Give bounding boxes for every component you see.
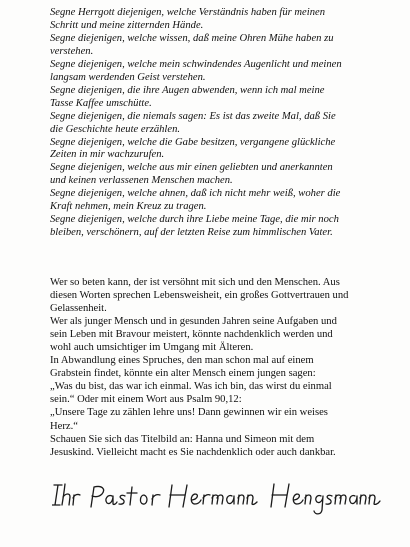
prayer-line: Schritt und meine zitternden Hände. <box>50 19 204 31</box>
body-line: In Abwandlung eines Spruches, den man schon mal auf einem <box>50 355 314 367</box>
body-line: „Was du bist, das war ich einmal. Was ich bin, das wirst du einmal <box>50 381 332 393</box>
commentary-text <box>50 276 405 459</box>
prayer-line: Segne diejenigen, welche die Gabe besitzen, vergangene glückliche <box>50 136 336 148</box>
prayer-line: Segne Herrgott diejenigen, welche Verständnis haben für meinen <box>50 7 325 18</box>
prayer-line: langsam werdenden Geist verstehen. <box>50 71 206 83</box>
prayer-line: Segne diejenigen, welche wissen, daß meine Ohren Mühe haben zu <box>50 32 334 44</box>
handwritten-signature <box>52 477 382 517</box>
prayer-line: Zeiten in mir wachzurufen. <box>50 149 165 161</box>
body-line: Gelassenheit. <box>50 303 107 315</box>
prayer-line: Segne diejenigen, die niemals sagen: Es ist das zweite Mal, daß Sie <box>50 110 336 122</box>
prayer-line: Segne diejenigen, welche ahnen, daß ich nicht mehr weiß, woher die <box>50 188 341 200</box>
prayer-line: verstehen. <box>50 45 94 57</box>
body-line: sein Leben mit Bravour meistert, könnte nachdenklich werden und <box>50 329 333 341</box>
prayer-line: Tasse Kaffee umschütte. <box>50 97 152 109</box>
prayer-line: die Geschichte heute erzählen. <box>50 123 181 135</box>
body-line: Herz.“ <box>50 420 78 432</box>
body-line: Wer als junger Mensch und in gesunden Jahren seine Aufgaben und <box>50 316 337 328</box>
prayer-line: Segne diejenigen, die ihre Augen abwenden, wenn ich mal meine <box>50 84 325 96</box>
body-line: „Unsere Tage zu zählen lehre uns! Dann gewinnen wir ein weises <box>50 407 328 419</box>
prayer-line: bleiben, verschönern, auf der letzten Reise zum himmlischen Vater. <box>50 227 333 239</box>
body-line: Jesuskind. Vielleicht macht es Sie nachdenklich oder auch dankbar. <box>50 446 336 458</box>
body-line: sein.“ Oder mit einem Wort aus Psalm 90,12: <box>50 394 242 406</box>
signature-drawing <box>52 477 382 517</box>
prayer-line: Segne diejenigen, welche aus mir einen geliebten und anerkannten <box>50 162 333 174</box>
prayer-line: Segne diejenigen, welche durch ihre Liebe meine Tage, die mir noch <box>50 214 339 226</box>
body-line: diesen Worten sprechen Lebensweisheit, ein großes Gottvertrauen und <box>50 290 349 302</box>
body-line: wohl auch umsichtiger im Umgang mit Älteren. <box>50 342 254 354</box>
body-line: Grabstein findet, könnte ein alter Mensch einem jungen sagen: <box>50 368 316 380</box>
prayer-line: Kraft nehmen, mein Kreuz zu tragen. <box>50 201 207 213</box>
prayer-blessings <box>50 7 405 240</box>
prayer-line: Segne diejenigen, welche mein schwindendes Augenlicht und meinen <box>50 58 342 70</box>
prayer-line: und keinen verlassenen Menschen machen. <box>50 175 233 187</box>
body-line: Schauen Sie sich das Titelbild an: Hanna und Simeon mit dem <box>50 433 315 445</box>
body-line: Wer so beten kann, der ist versöhnt mit sich und den Menschen. Aus <box>50 277 340 288</box>
